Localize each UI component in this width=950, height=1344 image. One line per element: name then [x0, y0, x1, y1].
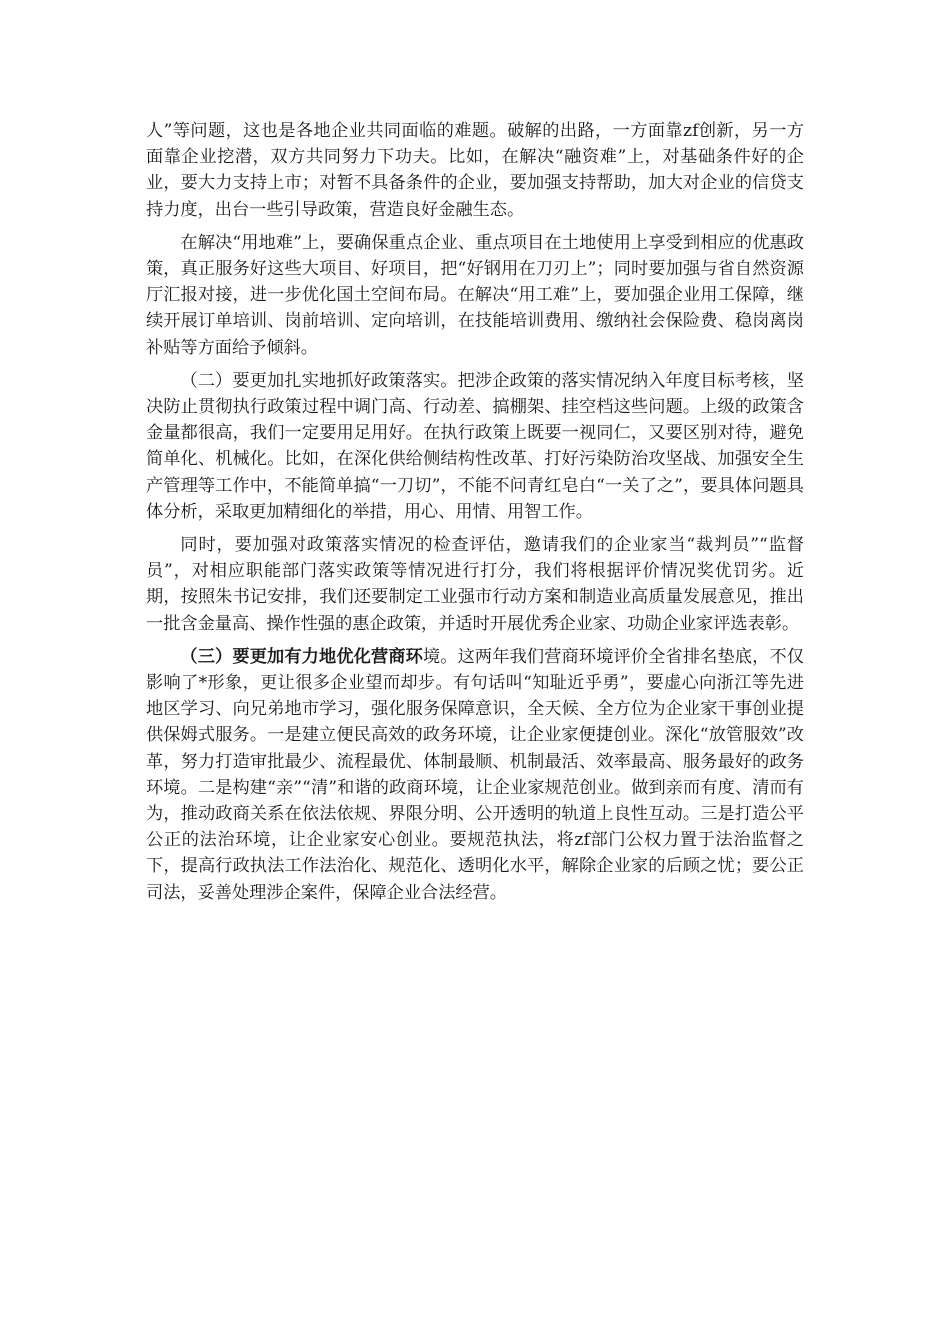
paragraph-policy-implementation: （二）要更加扎实地抓好政策落实。把涉企政策的落实情况纳入年度目标考核，坚决防止贯彻执行政策过程中调门高、行动差、搞棚架、挂空档这些问题。上级的政策含金量都很高，我们一定要用足用好。在执行政策上既要一视同仁，又要区别对待，避免简单化、机械化。比如，在深化供给侧结构性改革、打好污染防治攻坚战、加强安全生产管理等工作中，不能简单搞“一刀切”，不能不问青红皂白“一关了之”，要具体问题具体分析，采取更加精细化的举措，用心、用情、用智工作。 [146, 370, 804, 522]
paragraph-body: 境。这两年我们营商环境评价全省排名垫底，不仅影响了*形象，更让很多企业望而却步。有句话叫“知耻近乎勇”，要虚心向浙江等先进地区学习、向兄弟地市学习，强化服务保障意识，全天候、全方位为企业家干事创业提供保姆式服务。一是建立便民高效的政务环境，让企业家便捷创业。深化“放管服效”改革，努力打造审批最少、流程最优、体制最顺、机制最活、效率最高、服务最好的政务环境。二是构建“亲”“清”和谐的政商环境，让企业家规范创业。做到亲而有度、清而有为，推动政商关系在依法依规、界限分明、公开透明的轨道上良性互动。三是打造公平公正的法治环境，让企业家安心创业。要规范执法，将zf部门公权力置于法治监督之下，提高行政执法工作法治化、规范化、透明化水平，解除企业家的后顾之忧；要公正司法，妥善处理涉企案件，保障企业合法经营。 [146, 646, 804, 903]
paragraph-policy-evaluation: 同时，要加强对政策落实情况的检查评估，邀请我们的企业家当“裁判员”“监督员”，对相应职能部门落实政策等情况进行打分，我们将根据评价情况奖优罚劣。近期，按照朱书记安排，我们还要制定工业强市行动方案和制造业高质量发展意见，推出一批含金量高、操作性强的惠企政策，并适时开展优秀企业家、功勋企业家评选表彰。 [146, 535, 804, 634]
section-heading: （三）要更加有力地优化营商环 [180, 646, 423, 667]
paragraph-land-labor: 在解决“用地难”上，要确保重点企业、重点项目在土地使用上享受到相应的优惠政策，真正服务好这些大项目、好项目，把“好钢用在刀刃上”；同时要加强与省自然资源厅汇报对接，进一步优化国土空间布局。在解决“用工难”上，要加强企业用工保障，继续开展订单培训、岗前培训、定向培训，在技能培训费用、缴纳社会保险费、稳岗离岗补贴等方面给予倾斜。 [146, 232, 804, 358]
paragraph-continuation: 人”等问题，这也是各地企业共同面临的难题。破解的出路，一方面靠zf创新，另一方面靠企业挖潜，双方共同努力下功夫。比如，在解决“融资难”上，对基础条件好的企业，要大力支持上市；对暂不具备条件的企业，要加强支持帮助，加大对企业的信贷支持力度，出台一些引导政策，营造良好金融生态。 [146, 121, 804, 220]
document-page [146, 118, 804, 913]
paragraph-business-environment [146, 644, 804, 906]
